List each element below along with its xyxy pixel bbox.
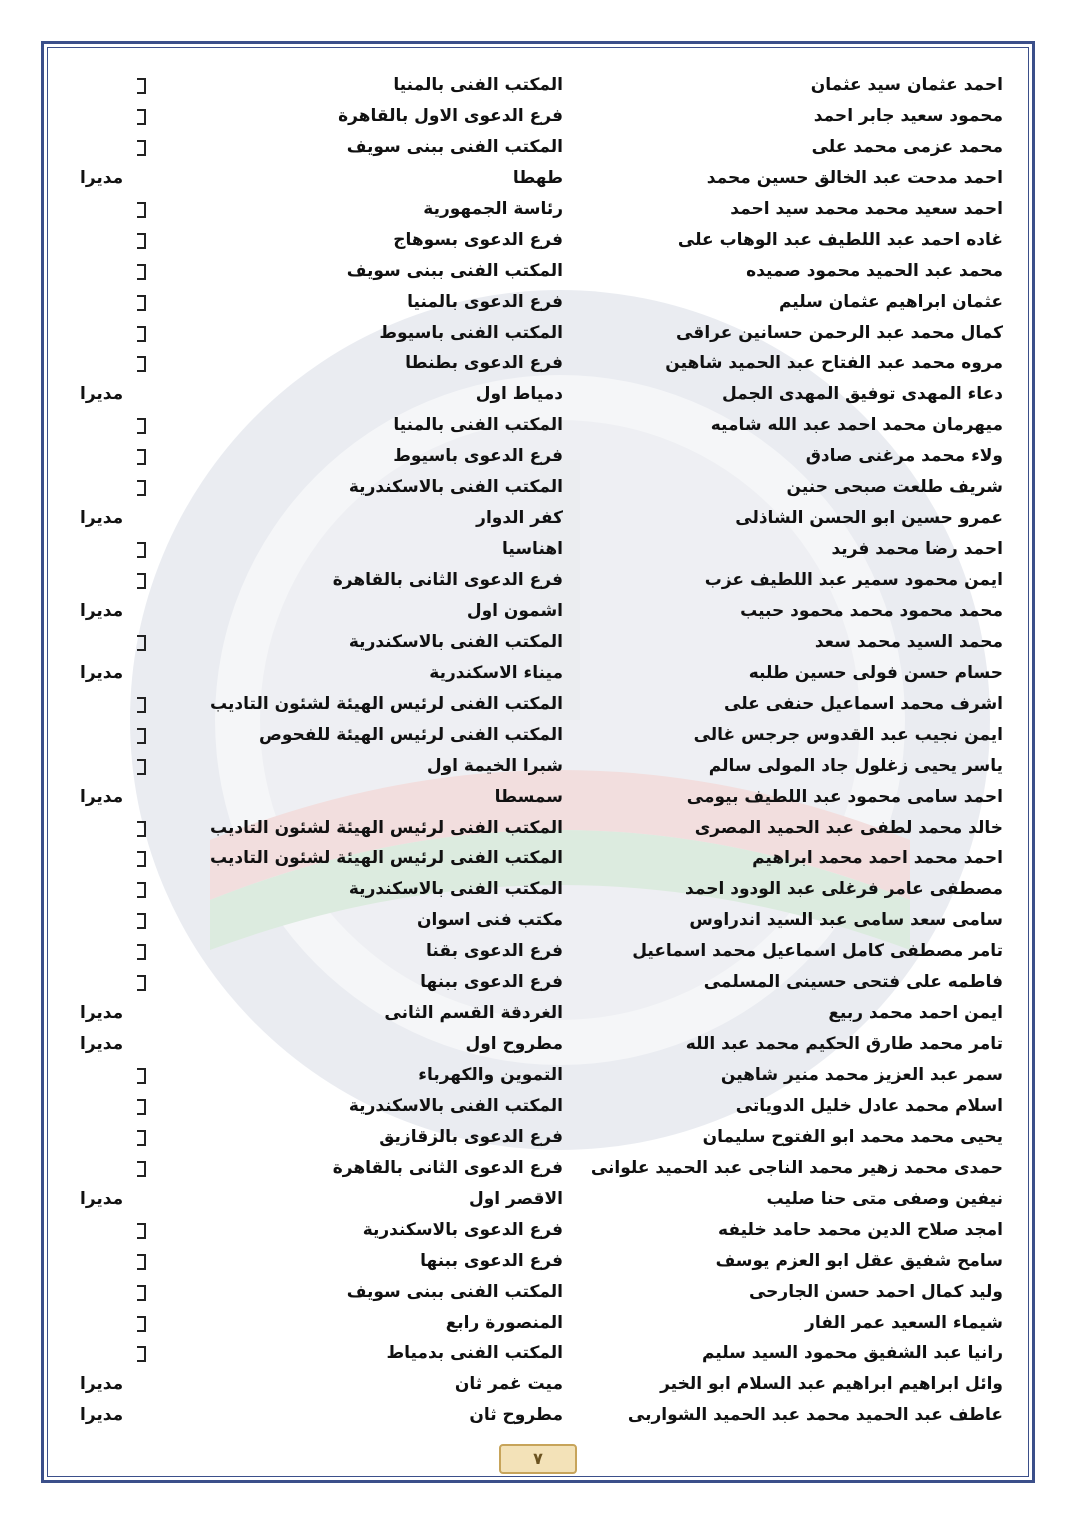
employee-name: ايمن محمود سمير عبد اللطيف عزب — [704, 570, 1003, 590]
bracket-mark — [137, 418, 146, 434]
assignment-place: مكتب فنى اسوان — [417, 910, 563, 931]
assignment-place: المنصورة رابع — [445, 1312, 563, 1333]
role-label: مديرا — [80, 1405, 124, 1426]
table-row — [0, 782, 1080, 813]
table-row — [0, 1369, 1080, 1400]
bracket-mark — [137, 1099, 146, 1115]
assignment-place: شبرا الخيمة اول — [426, 755, 563, 776]
assignment-place: المكتب الفنى ببنى سويف — [346, 1281, 563, 1302]
table-row — [0, 1060, 1080, 1091]
assignment-place: المكتب الفنى بدمياط — [386, 1343, 563, 1364]
table-row — [0, 379, 1080, 410]
role-label: مديرا — [80, 1034, 124, 1055]
bracket-mark — [137, 851, 146, 867]
employee-name: محمود سعيد جابر احمد — [813, 105, 1003, 126]
employee-name: عثمان ابراهيم عثمان سليم — [778, 291, 1003, 312]
role-label: مديرا — [80, 508, 124, 529]
bracket-mark — [137, 356, 146, 372]
table-row — [0, 905, 1080, 936]
bracket-mark — [137, 78, 146, 94]
employee-name: خالد محمد لطفى عبد الحميد المصرى — [694, 817, 1003, 838]
employee-name: ميهرمان محمد احمد عبد الله شاميه — [710, 415, 1003, 436]
role-label: مديرا — [80, 167, 124, 188]
table-row — [0, 1184, 1080, 1215]
role-label: مديرا — [80, 600, 124, 621]
table-row — [0, 287, 1080, 318]
bracket-mark — [137, 821, 146, 837]
assignment-place: مطروح اول — [465, 1034, 563, 1055]
table-row — [0, 720, 1080, 751]
table-row — [0, 1246, 1080, 1277]
employee-name: وائل ابراهيم ابراهيم عبد السلام ابو الخير — [660, 1374, 1003, 1395]
bracket-mark — [137, 573, 146, 589]
table-row — [0, 1400, 1080, 1431]
employee-name: سامى سعد سامى عبد السيد اندراوس — [689, 910, 1003, 931]
assignment-place: المكتب الفنى لرئيس الهيئة لشئون التاديب — [210, 817, 563, 838]
table-row — [0, 998, 1080, 1029]
employee-name: محمد عزمى محمد على — [811, 136, 1003, 157]
assignment-place: اشمون اول — [466, 600, 563, 621]
bracket-mark — [137, 728, 146, 744]
assignment-place: الاقصر اول — [468, 1188, 563, 1209]
assignment-place: طهطا — [512, 167, 563, 188]
table-row — [0, 874, 1080, 905]
table-row — [0, 472, 1080, 503]
table-row — [0, 1308, 1080, 1339]
employee-name: تامر محمد طارق الحكيم محمد عبد الله — [685, 1034, 1003, 1055]
employee-name: تامر مصطفى كامل اسماعيل محمد اسماعيل — [632, 941, 1003, 962]
employee-name: عمرو حسين ابو الحسن الشاذلى — [735, 508, 1003, 529]
table-row — [0, 256, 1080, 287]
assignment-place: المكتب الفنى بالمنيا — [393, 75, 563, 95]
table-row — [0, 318, 1080, 349]
table-row — [0, 813, 1080, 844]
table-row — [0, 658, 1080, 689]
table-row — [0, 163, 1080, 194]
bracket-mark — [137, 1285, 146, 1301]
assignment-place: رئاسة الجمهورية — [423, 198, 563, 219]
assignment-place: فرع الدعوى باسيوط — [393, 446, 563, 467]
employee-name: احمد رضا محمد فريد — [831, 539, 1003, 560]
bracket-mark — [137, 975, 146, 991]
assignment-place: دمياط اول — [475, 384, 563, 405]
assignment-place: فرع الدعوى ببنها — [420, 1250, 563, 1271]
page-number: ٧ — [499, 1444, 577, 1474]
role-label: مديرا — [80, 786, 124, 807]
assignment-place: المكتب الفنى بالاسكندرية — [348, 477, 563, 498]
assignment-place: المكتب الفنى بالاسكندرية — [348, 631, 563, 652]
bracket-mark — [137, 882, 146, 898]
table-row — [0, 689, 1080, 720]
employee-name: محمد عبد الحميد محمود صميده — [746, 260, 1003, 281]
bracket-mark — [137, 944, 146, 960]
assignment-place: فرع الدعوى بالمنيا — [407, 291, 563, 312]
bracket-mark — [137, 759, 146, 775]
assignment-place: الغردقة القسم الثانى — [384, 1003, 563, 1024]
table-row — [0, 1153, 1080, 1184]
table-row — [0, 225, 1080, 256]
assignment-place: التموين والكهرباء — [418, 1065, 563, 1085]
bracket-mark — [137, 1130, 146, 1146]
employee-name: ايمن احمد محمد ربيع — [828, 1003, 1003, 1024]
employee-name: دعاء المهدى توفيق المهدى الجمل — [721, 384, 1003, 405]
table-row — [0, 1338, 1080, 1369]
employee-name: امجد صلاح الدين محمد حامد خليفه — [718, 1219, 1003, 1240]
bracket-mark — [137, 635, 146, 651]
assignment-place: المكتب الفنى ببنى سويف — [346, 260, 563, 281]
bracket-mark — [137, 480, 146, 496]
assignment-place: المكتب الفنى بالاسكندرية — [348, 1095, 563, 1116]
assignment-place: المكتب الفنى بالمنيا — [393, 415, 563, 436]
assignment-place: المكتب الفنى لرئيس الهيئة لشئون التاديب — [210, 693, 563, 714]
assignment-place: المكتب الفنى ببنى سويف — [346, 136, 563, 157]
employee-name: اشرف محمد اسماعيل حنفى على — [724, 693, 1003, 714]
employee-name: حسام حسن فولى حسين طلبه — [748, 662, 1003, 683]
assignment-place: فرع الدعوى الثانى بالقاهرة — [332, 570, 563, 590]
table-row — [0, 503, 1080, 534]
employee-name: مروه محمد عبد الفتاح عبد الحميد شاهين — [665, 353, 1003, 374]
table-row — [0, 936, 1080, 967]
assignment-place: ميناء الاسكندرية — [429, 662, 563, 683]
table-row — [0, 1215, 1080, 1246]
assignment-place: كفر الدوار — [476, 508, 563, 529]
assignment-place: سمسطا — [494, 786, 563, 807]
bracket-mark — [137, 1068, 146, 1084]
employee-name: شيماء السعيد عمر الفار — [805, 1312, 1003, 1333]
assignment-place: فرع الدعوى بسوهاج — [393, 229, 563, 250]
bracket-mark — [137, 1223, 146, 1239]
bracket-mark — [137, 109, 146, 125]
assignment-place: فرع الدعوى الاول بالقاهرة — [338, 105, 563, 126]
assignment-place: فرع الدعوى بالزقازيق — [379, 1126, 563, 1147]
bracket-mark — [137, 140, 146, 156]
table-row — [0, 101, 1080, 132]
bracket-mark — [137, 1346, 146, 1362]
table-row — [0, 1029, 1080, 1060]
employee-name: اسلام محمد عادل خليل الدوياتى — [735, 1095, 1003, 1116]
assignment-list — [0, 70, 1080, 1431]
assignment-place: فرع الدعوى بقنا — [426, 941, 563, 962]
employee-name: ولاء محمد مرغنى صادق — [805, 446, 1003, 467]
table-row — [0, 410, 1080, 441]
bracket-mark — [137, 233, 146, 249]
assignment-place: اهناسيا — [502, 539, 563, 560]
employee-name: محمد السيد محمد سعد — [814, 631, 1003, 652]
table-row — [0, 194, 1080, 225]
assignment-place: فرع الدعوى الثانى بالقاهرة — [332, 1157, 563, 1178]
table-row — [0, 1277, 1080, 1308]
table-row — [0, 441, 1080, 472]
table-row — [0, 627, 1080, 658]
employee-name: احمد سامى محمود عبد اللطيف بيومى — [686, 786, 1003, 807]
bracket-mark — [137, 264, 146, 280]
assignment-place: المكتب الفنى لرئيس الهيئة لشئون التاديب — [210, 848, 563, 869]
table-row — [0, 596, 1080, 627]
assignment-place: فرع الدعوى بالاسكندرية — [362, 1219, 563, 1240]
bracket-mark — [137, 697, 146, 713]
employee-name: احمد مدحت عبد الخالق حسين محمد — [706, 167, 1003, 188]
role-label: مديرا — [80, 384, 124, 405]
table-row — [0, 565, 1080, 596]
employee-name: نيفين وصفى متى حنا صليب — [766, 1188, 1003, 1209]
bracket-mark — [137, 202, 146, 218]
bracket-mark — [137, 1161, 146, 1177]
bracket-mark — [137, 449, 146, 465]
table-row — [0, 751, 1080, 782]
table-row — [0, 70, 1080, 101]
bracket-mark — [137, 542, 146, 558]
employee-name: احمد عثمان سيد عثمان — [810, 75, 1003, 95]
employee-name: ياسر يحيى زغلول جاد المولى سالم — [708, 755, 1003, 776]
employee-name: حمدى محمد زهير محمد الناجى عبد الحميد علوانى — [590, 1157, 1003, 1178]
bracket-mark — [137, 295, 146, 311]
employee-name: احمد محمد احمد محمد ابراهيم — [752, 848, 1003, 869]
employee-name: ايمن نجيب عبد القدوس جرجس غالى — [693, 724, 1003, 745]
assignment-place: ميت غمر ثان — [454, 1374, 563, 1395]
bracket-mark — [137, 1316, 146, 1332]
role-label: مديرا — [80, 662, 124, 683]
employee-name: مصطفى عامر فرغلى عبد الودود احمد — [685, 879, 1003, 900]
table-row — [0, 348, 1080, 379]
table-row — [0, 1091, 1080, 1122]
table-row — [0, 132, 1080, 163]
employee-name: سامح شفيق عقل ابو العزم يوسف — [715, 1250, 1003, 1271]
role-label: مديرا — [80, 1188, 124, 1209]
table-row — [0, 534, 1080, 565]
employee-name: يحيى محمد محمد ابو الفتوح سليمان — [702, 1126, 1003, 1147]
assignment-place: المكتب الفنى بالاسكندرية — [348, 879, 563, 900]
assignment-place: مطروح ثان — [469, 1405, 563, 1426]
employee-name: كمال محمد عبد الرحمن حسانين عراقى — [675, 322, 1003, 343]
assignment-place: فرع الدعوى بطنطا — [405, 353, 563, 374]
employee-name: سمر عبد العزيز محمد منير شاهين — [720, 1065, 1003, 1085]
employee-name: احمد سعيد محمد محمد سيد احمد — [730, 198, 1003, 219]
role-label: مديرا — [80, 1374, 124, 1395]
bracket-mark — [137, 913, 146, 929]
employee-name: محمد محمود محمد محمود حبيب — [740, 600, 1003, 621]
table-row — [0, 1122, 1080, 1153]
employee-name: شريف طلعت صبحى حنين — [786, 477, 1003, 498]
assignment-place: المكتب الفنى لرئيس الهيئة للفحوص — [259, 724, 563, 745]
role-label: مديرا — [80, 1003, 124, 1024]
employee-name: رانيا عبد الشفيق محمود السيد سليم — [701, 1343, 1003, 1364]
employee-name: فاطمه على فتحى حسينى المسلمى — [703, 972, 1003, 993]
employee-name: وليد كمال احمد حسن الجارحى — [748, 1281, 1003, 1302]
table-row — [0, 967, 1080, 998]
bracket-mark — [137, 326, 146, 342]
employee-name: عاطف عبد الحميد محمد عبد الحميد الشواربى — [627, 1405, 1003, 1426]
employee-name: غاده احمد عبد اللطيف عبد الوهاب على — [677, 229, 1003, 250]
bracket-mark — [137, 1254, 146, 1270]
assignment-place: فرع الدعوى ببنها — [420, 972, 563, 993]
assignment-place: المكتب الفنى باسيوط — [379, 322, 563, 343]
table-row — [0, 843, 1080, 874]
